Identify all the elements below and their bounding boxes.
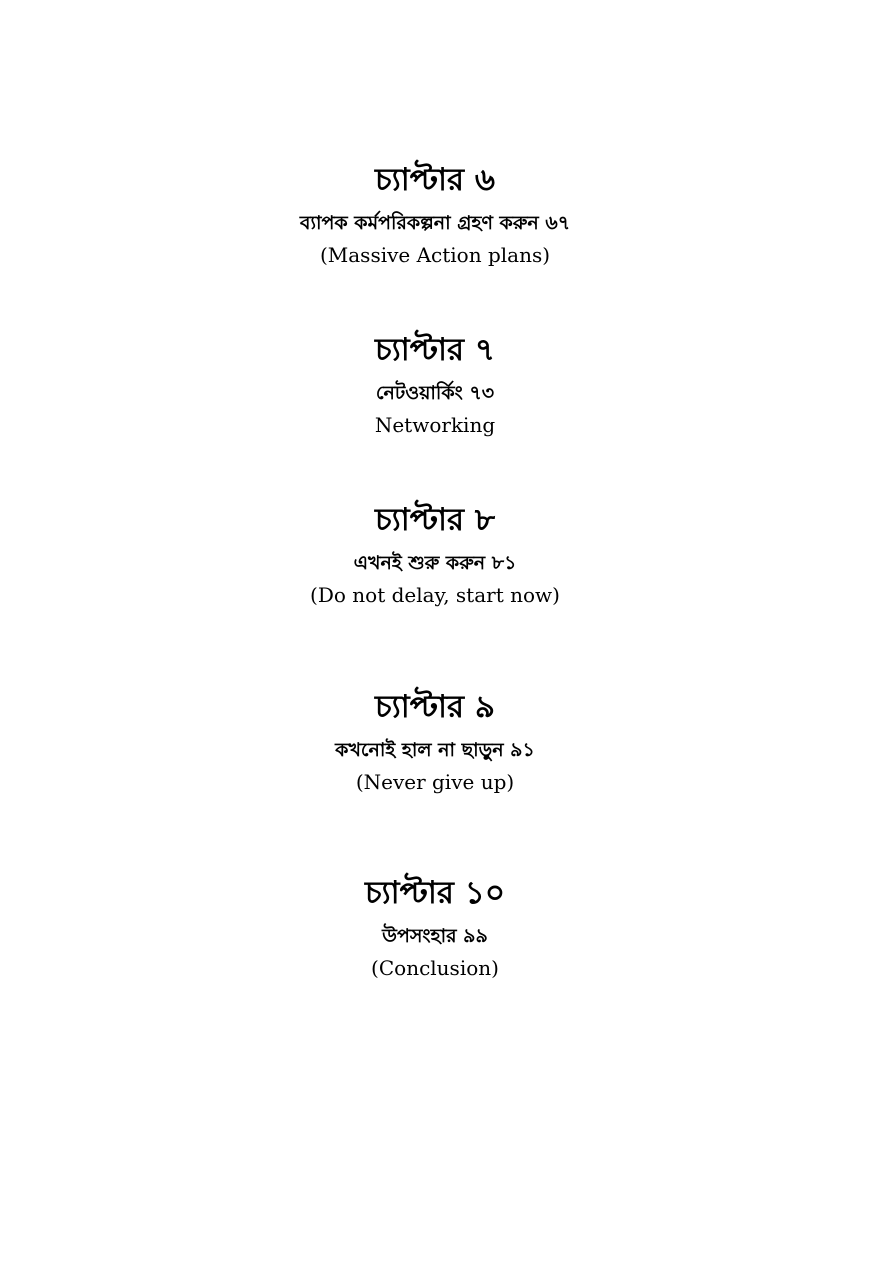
chapter-title-english: (Massive Action plans) <box>319 243 551 267</box>
chapter-heading: চ্যাপ্টার ৬ <box>375 162 495 198</box>
chapter-heading: চ্যাপ্টার ১০ <box>364 875 506 911</box>
chapter-title-bengali: কখনোই হাল না ছাড়ুন ৯১ <box>335 739 535 761</box>
chapter-heading: চ্যাপ্টার ৮ <box>375 502 495 538</box>
chapter-7-entry <box>0 330 870 440</box>
chapter-6-entry <box>0 160 870 270</box>
chapter-title-english: (Never give up) <box>355 770 515 794</box>
chapter-10-entry <box>0 873 870 983</box>
chapter-8-entry <box>0 500 870 610</box>
chapter-title-english: (Do not delay, start now) <box>310 583 560 607</box>
chapter-9-entry <box>0 687 870 797</box>
chapter-heading: চ্যাপ্টার ৭ <box>375 332 495 368</box>
chapter-heading: চ্যাপ্টার ৯ <box>375 689 495 725</box>
chapter-title-english: Networking <box>374 413 496 437</box>
chapter-title-bengali: এখনই শুরু করুন ৮১ <box>353 552 517 574</box>
chapter-title-english: (Conclusion) <box>371 956 499 980</box>
chapter-title-bengali: নেটওয়ার্কিং ৭৩ <box>375 382 495 404</box>
chapter-title-bengali: ব্যাপক কর্মপরিকল্পনা গ্রহণ করুন ৬৭ <box>299 212 571 234</box>
chapter-title-bengali: উপসংহার ৯৯ <box>382 925 488 947</box>
